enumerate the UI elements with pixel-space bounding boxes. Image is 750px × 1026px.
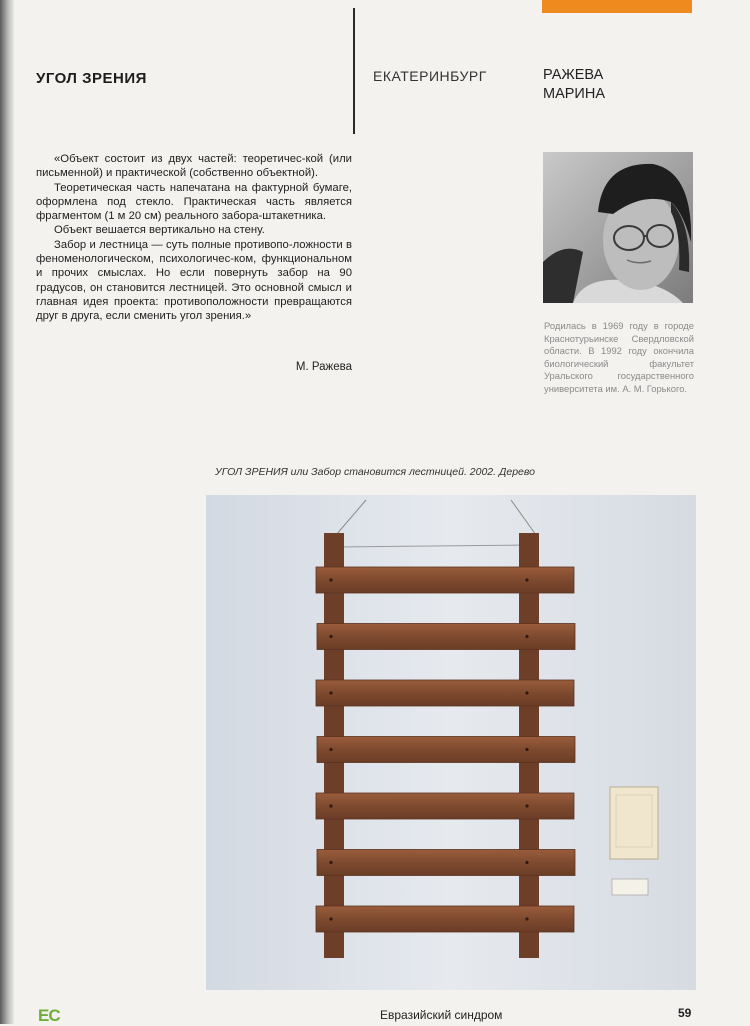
fence-slat	[317, 624, 575, 650]
city-label: ЕКАТЕРИНБУРГ	[373, 68, 487, 84]
fence-ladder-artwork	[206, 495, 696, 990]
fence-slat	[316, 793, 574, 819]
statement-author: М. Ражева	[295, 361, 352, 373]
statement-paragraph: Теоретическая часть напечатана на фактурной бумаге, оформлена под стекло. Практическая часть является фрагментом (1 м 20 см) реального забора-штакетника.	[36, 181, 352, 223]
nail-head	[329, 861, 332, 864]
fence-slat	[316, 680, 574, 706]
artwork-photo	[206, 495, 696, 990]
nail-head	[525, 917, 528, 920]
artwork-caption: УГОЛ ЗРЕНИЯ или Забор становится лестницей. 2002. Дерево	[215, 466, 535, 478]
statement-paragraph: Забор и лестница — суть полные противопо-ложности в феноменологическом, психологичес-ком, функциональном и прочих смыслах. Но если повернуть забор на 90 градусов, он становится лестницей. Это основной смысл и главная идея проекта: противоположности превращаются друг в друга, если сменить угол зрения.»	[36, 238, 352, 323]
artist-name	[543, 66, 605, 104]
binding-gutter	[0, 0, 14, 1024]
fence-slat	[317, 850, 575, 876]
statement-paragraph: «Объект состоит из двух частей: теоретичес-кой (или письменной) и практической (собственно объектной).	[36, 153, 352, 180]
nail-head	[525, 804, 528, 807]
artist-statement	[36, 152, 352, 324]
nail-head	[329, 691, 332, 694]
artist-portrait	[543, 152, 693, 303]
artist-surname: РАЖЕВА	[543, 67, 604, 83]
nail-head	[525, 861, 528, 864]
portrait-image	[543, 152, 693, 303]
nail-head	[525, 691, 528, 694]
fence-slat	[316, 567, 574, 593]
nail-head	[525, 748, 528, 751]
nail-head	[525, 635, 528, 638]
nail-head	[329, 635, 332, 638]
nail-head	[525, 578, 528, 581]
section-color-tab	[542, 0, 692, 13]
nail-head	[329, 578, 332, 581]
artist-first-name: МАРИНА	[543, 86, 605, 102]
magazine-title: Евразийский синдром	[380, 1008, 503, 1022]
header-divider	[353, 8, 355, 134]
section-title: УГОЛ ЗРЕНИЯ	[36, 70, 147, 87]
page-number: 59	[678, 1006, 692, 1020]
nail-head	[329, 748, 332, 751]
artist-bio: Родилась в 1969 году в городе Краснотурьинске Свердловской области. В 1992 году окончила биологический факультет Уральского государственного университета им. А. М. Горького.	[544, 320, 694, 394]
fence-slat	[316, 906, 574, 932]
fence-slat	[317, 737, 575, 763]
magazine-logo: ЕС	[38, 1006, 60, 1025]
nail-head	[329, 917, 332, 920]
nail-head	[329, 804, 332, 807]
statement-paragraph: Объект вешается вертикально на стену.	[54, 224, 265, 237]
